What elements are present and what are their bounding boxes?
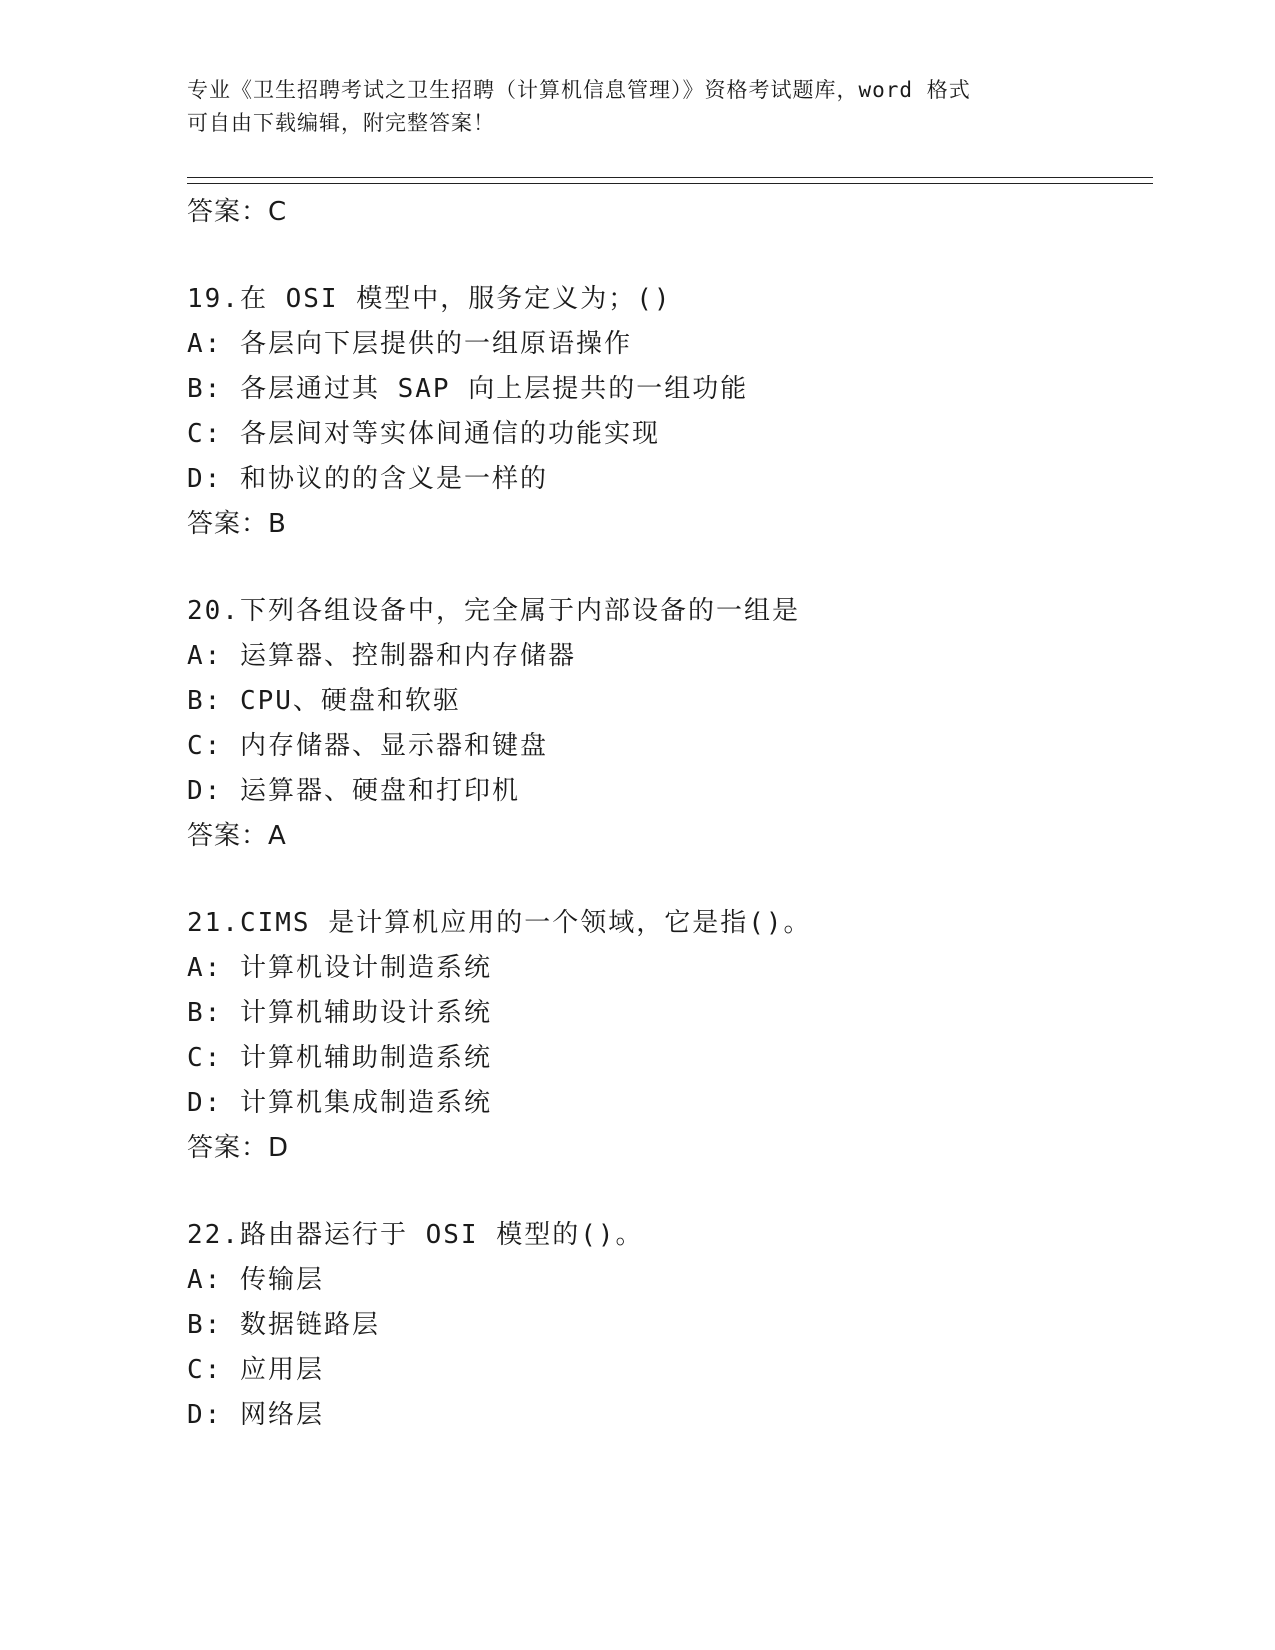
question-19-option-b: B: 各层通过其 SAP 向上层提共的一组功能 xyxy=(187,374,749,404)
header-line-1: 专业《卫生招聘考试之卫生招聘（计算机信息管理）》资格考试题库，word 格式 xyxy=(187,78,971,102)
question-20-option-d: D: 运算器、硬盘和打印机 xyxy=(187,776,520,806)
answer-18: 答案：C xyxy=(187,197,288,227)
spacer xyxy=(187,234,1147,276)
question-20-text: 20.下列各组设备中，完全属于内部设备的一组是 xyxy=(187,596,800,626)
question-22-option-b: B: 数据链路层 xyxy=(187,1310,380,1340)
question-block-21 xyxy=(187,900,1147,1170)
question-19-text: 19.在 OSI 模型中，服务定义为；() xyxy=(187,284,672,314)
header-rule-top xyxy=(187,177,1153,178)
question-19-option-a: A: 各层向下层提供的一组原语操作 xyxy=(187,329,632,359)
question-list xyxy=(187,190,1147,1438)
answer-20: 答案：A xyxy=(187,821,287,851)
spacer xyxy=(187,1170,1147,1212)
document-header xyxy=(187,74,1087,140)
spacer xyxy=(187,546,1147,588)
question-20-option-a: A: 运算器、控制器和内存储器 xyxy=(187,641,576,671)
question-22-option-c: C: 应用层 xyxy=(187,1355,324,1385)
question-19-option-d: D: 和协议的的含义是一样的 xyxy=(187,464,548,494)
question-21-text: 21.CIMS 是计算机应用的一个领域，它是指()。 xyxy=(187,908,812,938)
question-22-option-a: A: 传输层 xyxy=(187,1265,324,1295)
question-20-option-c: C: 内存储器、显示器和键盘 xyxy=(187,731,548,761)
question-21-option-c: C: 计算机辅助制造系统 xyxy=(187,1043,492,1073)
question-21-option-a: A: 计算机设计制造系统 xyxy=(187,953,492,983)
question-20-option-b: B: CPU、硬盘和软驱 xyxy=(187,686,461,716)
spacer xyxy=(187,858,1147,900)
question-21-option-d: D: 计算机集成制造系统 xyxy=(187,1088,492,1118)
question-22-option-d: D: 网络层 xyxy=(187,1400,324,1430)
question-block-22 xyxy=(187,1212,1147,1438)
question-block-19 xyxy=(187,276,1147,546)
question-block-20 xyxy=(187,588,1147,858)
header-line-2: 可自由下载编辑，附完整答案！ xyxy=(187,111,495,135)
question-22-text: 22.路由器运行于 OSI 模型的()。 xyxy=(187,1220,644,1250)
header-rule-bottom xyxy=(187,183,1153,184)
answer-19: 答案：B xyxy=(187,509,287,539)
answer-21: 答案：D xyxy=(187,1133,290,1163)
question-21-option-b: B: 计算机辅助设计系统 xyxy=(187,998,492,1028)
question-19-option-c: C: 各层间对等实体间通信的功能实现 xyxy=(187,419,660,449)
